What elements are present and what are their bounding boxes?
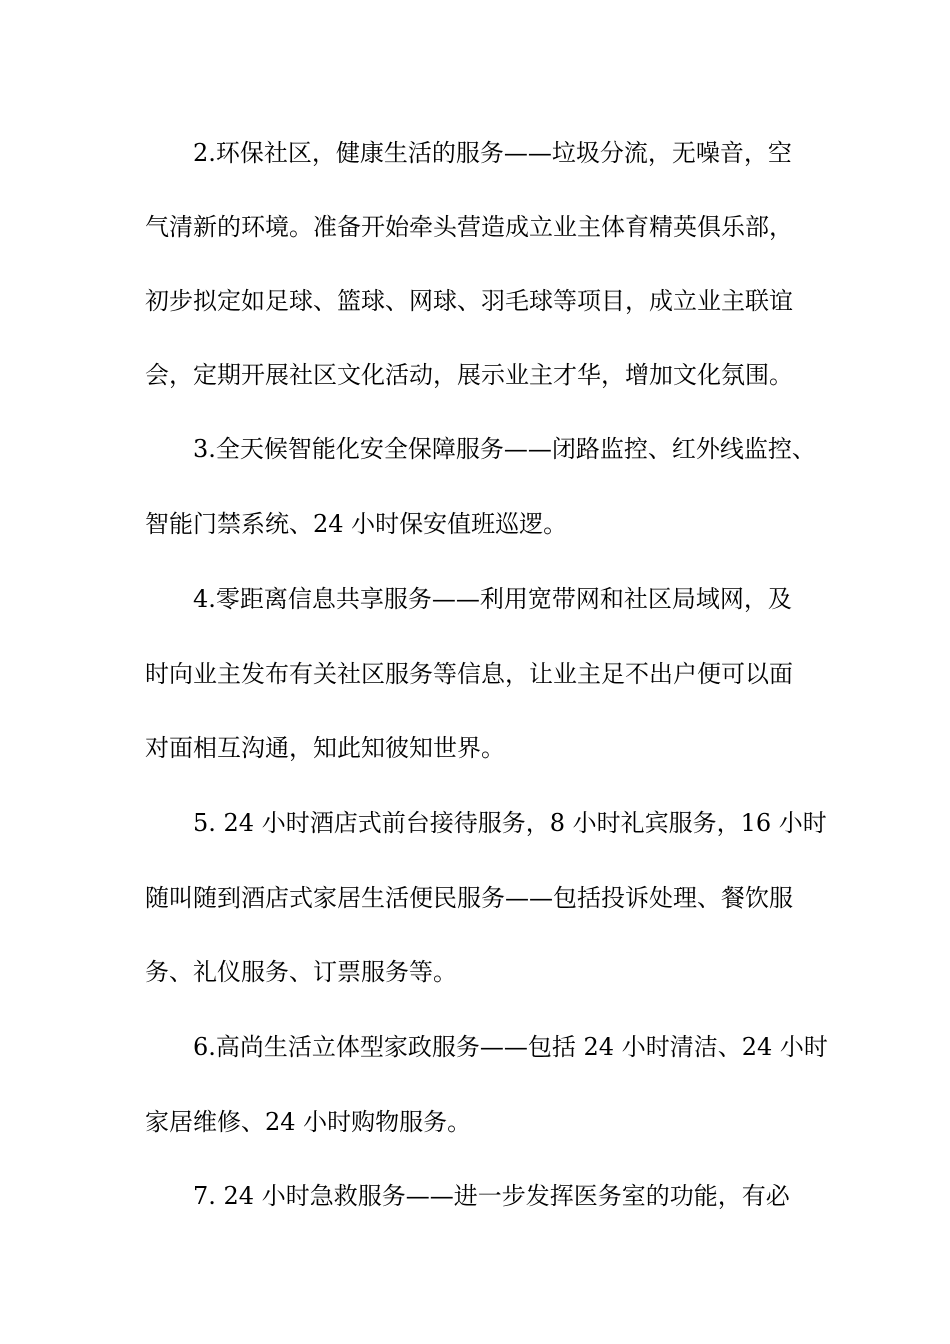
paragraph-2-line-2: 气清新的环境。准备开始牵头营造成立业主体育精英俱乐部， [145,213,793,241]
paragraph-2-line-3: 初步拟定如足球、篮球、网球、羽毛球等项目，成立业主联谊 [145,287,793,315]
paragraph-4-line-3: 对面相互沟通，知此知彼知世界。 [145,734,505,762]
paragraph-2-line-4: 会，定期开展社区文化活动，展示业主才华，增加文化氛围。 [145,361,793,389]
paragraph-6-line-2: 家居维修、24 小时购物服务。 [145,1108,472,1136]
paragraph-4-line-1: 4.零距离信息共享服务——利用宽带网和社区局域网，及 [193,585,792,613]
paragraph-5-line-2: 随叫随到酒店式家居生活便民服务——包括投诉处理、餐饮服 [145,884,793,912]
paragraph-2-line-1: 2.环保社区，健康生活的服务——垃圾分流，无噪音，空 [193,139,792,167]
paragraph-4-line-2: 时向业主发布有关社区服务等信息，让业主足不出户便可以面 [145,660,793,688]
paragraph-7-line-1: 7. 24 小时急救服务——进一步发挥医务室的功能，有必 [193,1182,790,1210]
paragraph-5-line-3: 务、礼仪服务、订票服务等。 [145,958,457,986]
paragraph-6-line-1: 6.高尚生活立体型家政服务——包括 24 小时清洁、24 小时 [193,1033,828,1061]
paragraph-3-line-2: 智能门禁系统、24 小时保安值班巡逻。 [145,510,568,538]
paragraph-5-line-1: 5. 24 小时酒店式前台接待服务，8 小时礼宾服务，16 小时 [193,809,827,837]
paragraph-3-line-1: 3.全天候智能化安全保障服务——闭路监控、红外线监控、 [193,435,816,463]
